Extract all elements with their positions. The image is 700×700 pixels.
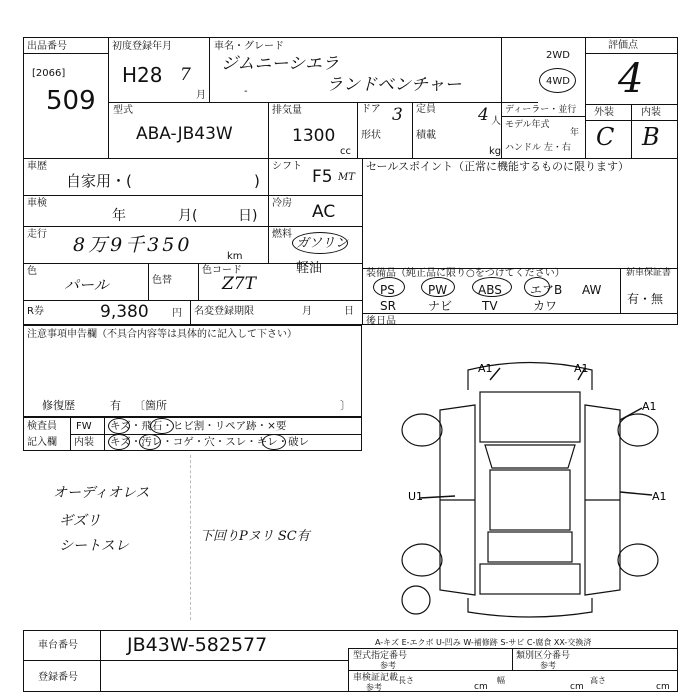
- shift-label: シフト: [272, 161, 302, 172]
- fuel-diesel: 軽油: [296, 261, 323, 276]
- mark-left-side: U1: [408, 490, 424, 503]
- color-code-label: 色コード: [202, 265, 242, 276]
- equipment-label: 装備品（純正品に限り○をつけてください）: [366, 268, 565, 279]
- chassis-value: JB43W-582577: [127, 634, 268, 656]
- warranty-label: 新車保証書: [626, 268, 672, 278]
- color-code: Z7T: [222, 274, 256, 294]
- recycle-month: 月: [302, 306, 312, 317]
- left-front-wheel: [402, 414, 442, 446]
- left-rear-wheel: [402, 544, 442, 576]
- inspector-label: 検査員: [27, 421, 57, 432]
- equip-navi: ナビ: [428, 299, 453, 313]
- repair-close: 〕: [340, 399, 351, 412]
- equip-pw-circle: [421, 277, 455, 297]
- equip-tv: TV: [482, 299, 498, 313]
- right-front-wheel: [618, 414, 658, 446]
- score-label: 評価点: [608, 40, 638, 51]
- color-value: パール: [64, 276, 109, 294]
- int-dirt-circle: [139, 434, 161, 450]
- history-value: 自家用・(: [66, 172, 132, 190]
- tailgate: [480, 564, 580, 594]
- interior-field-label: 内装: [74, 437, 94, 448]
- hand-note-4: 下回りPヌリ SC有: [200, 529, 310, 544]
- equip-sr: SR: [380, 299, 396, 313]
- car-name: ジムニーシエラ: [221, 54, 339, 74]
- lot-ref: [2066]: [32, 68, 66, 79]
- dealer-handle: ハンドル 左・右: [505, 143, 571, 153]
- fuel-gasoline: ガソリン: [296, 236, 349, 251]
- cert-height-cm: cm: [656, 682, 670, 692]
- mileage-unit: km: [227, 251, 243, 262]
- recycle-value: 9,380: [100, 302, 149, 322]
- windshield: [485, 445, 575, 468]
- history-close: ): [254, 172, 260, 190]
- recycle-label: R券: [27, 306, 44, 317]
- reg-era: H28: [122, 63, 163, 87]
- rear-bumper: [468, 598, 592, 617]
- cert-width: 幅: [497, 676, 505, 685]
- dealer-year-unit: 年: [570, 128, 580, 138]
- reg-month: 7: [180, 65, 191, 85]
- inspection-month: 月(: [178, 208, 198, 224]
- mark-front-left: A1: [478, 362, 493, 375]
- notes-label: 注意事項申告欄（不具合内容等は具体的に記入して下さい）: [27, 329, 297, 340]
- repair-value: 有: [110, 399, 121, 412]
- entry-label: 記入欄: [27, 437, 57, 448]
- equip-airbag: エアB: [530, 283, 563, 297]
- cert-label: 車検証記載: [353, 673, 399, 683]
- equip-pw: PW: [428, 283, 448, 297]
- class-no-sub: 参考: [540, 661, 556, 670]
- fw-scratch-circle: [108, 418, 130, 434]
- fw-items: キズ・飛石・ヒビ割・リペア跡・×要: [110, 420, 287, 432]
- class-no-label: 類別区分番号: [516, 651, 571, 661]
- int-wear-circle: [262, 434, 286, 450]
- mark-rear-right: A1: [652, 490, 667, 503]
- cert-length: 長さ: [398, 676, 414, 685]
- cert-sub: 参考: [366, 683, 382, 692]
- drive-2wd: 2WD: [546, 50, 570, 61]
- equip-airbag-circle: [524, 277, 550, 297]
- color-special-label: 色替: [152, 275, 172, 286]
- equip-abs-circle: [472, 277, 512, 297]
- interior-label: 内装: [641, 107, 661, 118]
- capacity-unit: 人: [491, 116, 501, 127]
- recycle-unit: 円: [172, 308, 182, 319]
- dealer-label: ディーラー・並行: [505, 105, 577, 115]
- history-label: 車歴: [27, 161, 47, 172]
- type-cert-sub: 参考: [380, 661, 396, 670]
- equip-aw: AW: [582, 283, 602, 297]
- mark-front-right: A1: [574, 362, 589, 375]
- repair-label: 修復歴: [42, 399, 75, 412]
- color-label: 色: [27, 266, 37, 277]
- ac-label: 冷房: [272, 198, 292, 209]
- spare-tire: [402, 586, 430, 614]
- right-rear-wheel: [618, 544, 658, 576]
- reg-number-label: 登録番号: [38, 672, 78, 683]
- capacity-value: 4: [478, 105, 489, 125]
- type-cert-label: 型式指定番号: [353, 651, 408, 661]
- interior-items: キズ・汚レ・コゲ・穴・スレ・キレ・破レ: [110, 436, 310, 448]
- chassis-label: 車台番号: [38, 640, 78, 651]
- car-label: 車名・グレード: [214, 41, 284, 52]
- doors-value: 3: [392, 105, 403, 125]
- sales-point-label: セールスポイント（正常に機能するものに限ります）: [366, 160, 630, 173]
- inspection-label: 車検: [27, 198, 47, 209]
- inspection-year: 年: [112, 208, 126, 224]
- load-unit: kg: [489, 146, 502, 157]
- fuel-gasoline-circle: [292, 232, 348, 254]
- cert-length-cm: cm: [474, 682, 488, 692]
- repair-place: 〔箇所: [134, 399, 167, 412]
- warranty-value: 有・無: [627, 292, 664, 306]
- recycle-day: 日: [344, 306, 354, 317]
- car-diagram: [380, 350, 680, 625]
- score-value: 4: [618, 56, 644, 102]
- lot-number: 509: [46, 86, 96, 116]
- drive-4wd: 4WD: [546, 76, 570, 87]
- exterior-value: C: [596, 123, 615, 151]
- interior-value: B: [642, 123, 660, 151]
- car-grade: ランドベンチャー: [326, 75, 462, 95]
- model-label: 型式: [113, 105, 133, 116]
- shape-label: 形状: [361, 130, 381, 141]
- mileage-label: 走行: [27, 229, 47, 240]
- equip-ps-circle: [373, 277, 405, 297]
- int-scratch-circle: [108, 434, 130, 450]
- rear-seat-label: 後日品: [366, 316, 396, 327]
- fw-chip-circle: [150, 418, 174, 434]
- displacement-label: 排気量: [272, 105, 302, 116]
- capacity-label: 定員: [416, 104, 436, 115]
- equip-leather: カワ: [533, 299, 558, 313]
- mark-right-side: A1: [642, 400, 657, 413]
- ac-value: AC: [312, 202, 336, 222]
- fw-label: FW: [76, 421, 92, 432]
- hand-note-1: オーディオレス: [53, 485, 150, 501]
- displacement-value: 1300: [292, 126, 336, 146]
- top-frame: [23, 37, 678, 159]
- exterior-label: 外装: [594, 107, 614, 118]
- cert-height: 高さ: [590, 676, 606, 685]
- load-label: 積載: [416, 130, 436, 141]
- mileage-value: 8万9千350: [73, 234, 193, 256]
- cert-width-cm: cm: [570, 682, 584, 692]
- rear-window: [488, 532, 572, 562]
- roof: [490, 470, 570, 530]
- legend: A-キズ E-エクボ U-凹み W-補修跡 S-サビ C-腐食 XX-交換済: [375, 638, 592, 647]
- shift-value: F5: [312, 167, 333, 187]
- dealer-model-year: モデル年式: [505, 120, 550, 130]
- hood: [480, 392, 580, 442]
- doors-label: ドア: [361, 104, 381, 115]
- inspection-day: 日): [238, 208, 258, 224]
- equip-abs: ABS: [478, 283, 502, 297]
- lot-label: 出品番号: [27, 41, 67, 52]
- reg-month-unit: 月: [196, 90, 206, 101]
- reg-label: 初度登録年月: [112, 41, 172, 52]
- hand-note-3: シートスレ: [59, 538, 129, 554]
- displacement-unit: cc: [340, 146, 351, 157]
- recycle-form-label: 名変登録期限: [194, 306, 254, 317]
- fuel-label: 燃料: [272, 229, 292, 240]
- hand-note-2: ギズリ: [59, 513, 101, 529]
- equip-ps: PS: [380, 283, 395, 297]
- car-dash: -: [244, 86, 248, 97]
- shift-sub: MT: [338, 172, 355, 183]
- model-value: ABA-JB43W: [136, 124, 233, 144]
